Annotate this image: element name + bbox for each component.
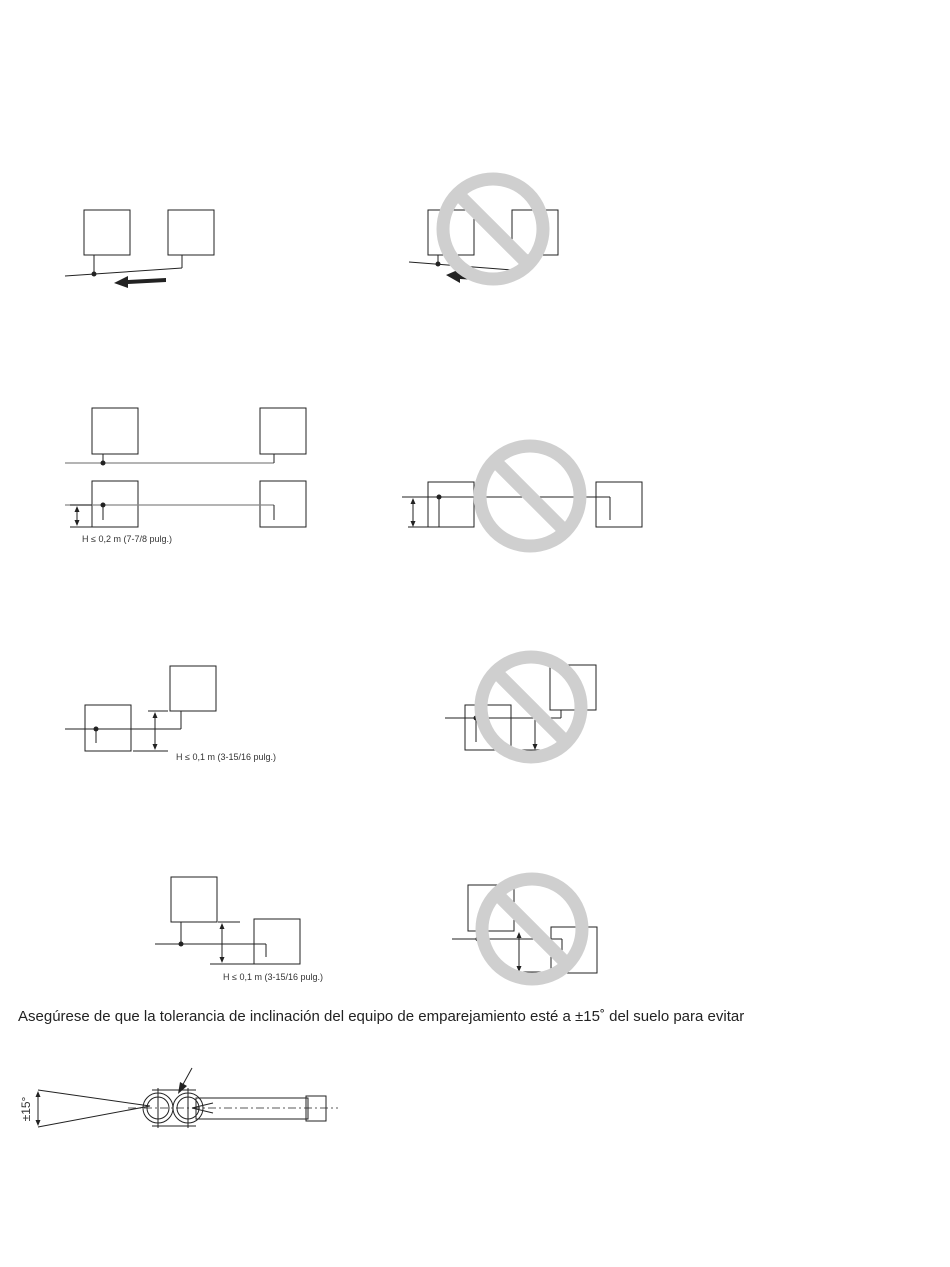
height-label: H ≤ 0,1 m (3-15/16 pulg.) [223, 972, 323, 982]
indoor-unit-box [596, 482, 642, 527]
indoor-unit-box [171, 877, 217, 922]
indoor-unit-box [168, 210, 214, 255]
diagram-row4-incorrect [452, 879, 597, 979]
height-label: H ≤ 0,1 m (3-15/16 pulg.) [176, 752, 276, 762]
angle-label: ±15° [19, 1096, 33, 1122]
pointer-arrowhead [178, 1082, 187, 1094]
diagram-row2-incorrect [402, 446, 642, 546]
pipe-body [196, 1098, 308, 1119]
joint-dot [179, 942, 184, 947]
tilt-tolerance-diagram [19, 1068, 338, 1128]
diagram-row2-correct [65, 408, 306, 544]
joint-dot [437, 495, 442, 500]
pipe-cap [306, 1096, 326, 1121]
indoor-unit-box [84, 210, 130, 255]
prohibition-icon [480, 446, 580, 546]
height-label: H ≤ 0,2 m (7-7/8 pulg.) [82, 534, 172, 544]
joint-dot [92, 272, 97, 277]
tolerance-line [38, 1090, 150, 1106]
tolerance-line [38, 1106, 150, 1127]
joint-dot [436, 262, 441, 267]
indoor-unit-box [92, 481, 138, 527]
indoor-unit-box [85, 705, 131, 751]
indoor-unit-box [254, 919, 300, 964]
joint-dot [94, 727, 99, 732]
indoor-unit-box [428, 482, 474, 527]
prohibition-icon [482, 879, 582, 979]
diagram-row3-incorrect [445, 657, 596, 757]
indoor-unit-box [260, 408, 306, 454]
joint-dot [101, 461, 106, 466]
flow-arrow [114, 276, 166, 288]
diagram-row3-correct [65, 666, 276, 762]
indoor-unit-box [260, 481, 306, 527]
indoor-unit-box [170, 666, 216, 711]
joint-dot [101, 503, 106, 508]
prohibition-icon [481, 657, 581, 757]
instruction-text: Asegúrese de que la tolerancia de inclinación del equipo de emparejamiento esté a ±15˚ del suelo para evitar [18, 1008, 745, 1025]
diagram-row1-correct [65, 210, 214, 288]
drain-pipe [65, 268, 182, 276]
prohibition-icon [443, 179, 543, 279]
diagram-row1-incorrect [409, 179, 558, 283]
diagram-row4-correct [155, 877, 323, 982]
indoor-unit-box [92, 408, 138, 454]
